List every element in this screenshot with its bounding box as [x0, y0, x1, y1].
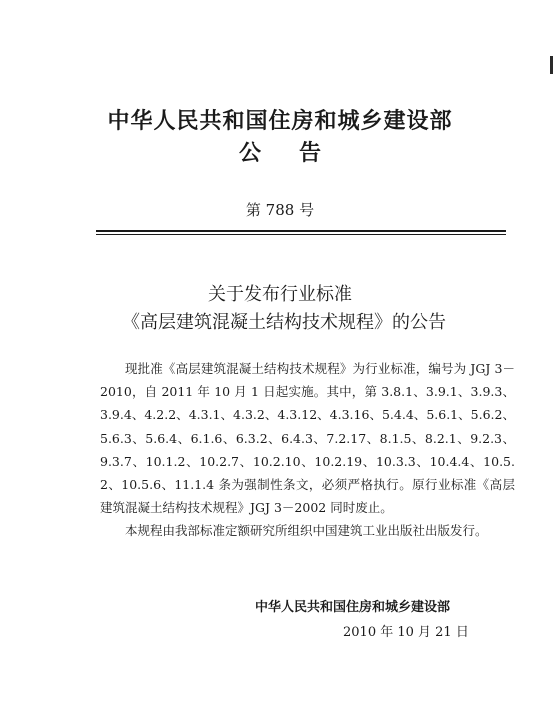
signature-date: 2010 年 10 月 21 日: [343, 625, 469, 640]
scan-edge-mark: [550, 56, 553, 74]
body-paragraph-publication: 本规程由我部标准定额研究所组织中国建筑工业出版社出版发行。: [125, 523, 488, 539]
announcement-title-line1: 关于发布行业标准: [208, 284, 352, 305]
announcement-body: [100, 357, 515, 543]
header-rule-thin: [96, 234, 506, 235]
signature-organization: 中华人民共和国住房和城乡建设部: [255, 600, 451, 615]
document-type-heading: 公告: [238, 140, 359, 166]
issuer-heading: 中华人民共和国住房和城乡建设部: [107, 108, 453, 134]
announcement-title-line2: 《高层建筑混凝土结构技术规程》的公告: [122, 312, 446, 333]
document-number: 第 788 号: [245, 201, 315, 219]
header-rule-thick: [96, 230, 506, 232]
body-paragraph-approval: 现批准《高层建筑混凝土结构技术规程》为行业标准，编号为 JGJ 3－2010，自 2011 年 10 月 1 日起实施。其中，第 3.8.1、3.9.1、3.9.3、3.9.4、4.2.2、4.3.1、4.3.2、4.3.12、4.3.16、5.4.4、5.6.1、5.6.2、5.6.3、5.6.4、6.1.6、6.3.2、6.4.3、7.2.17、8.1.5、8.2.1、9.2.3、9.3.7、10.1.2、10.2.7、10.2.10、10.2.19、10.3.3、10.4.4、10.5.2、10.5.6、11.1.4 条为强制性条文，必须严格执行。原行业标准《高层建筑混凝土结构技术规程》JGJ 3－2002 同时废止。: [100, 361, 515, 516]
